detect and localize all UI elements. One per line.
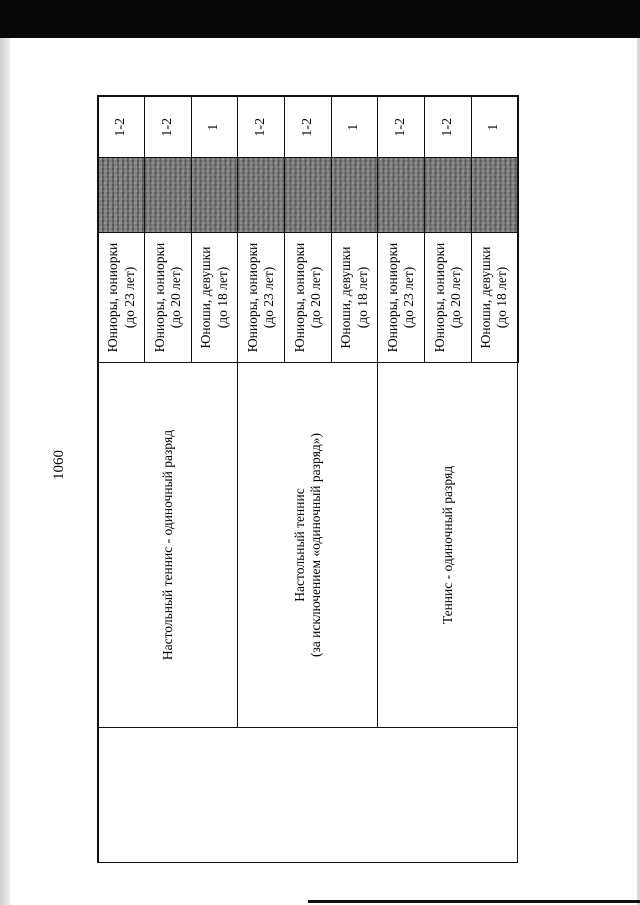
age-group-range: (до 23 лет) <box>121 266 137 329</box>
age-group-range: (до 18 лет) <box>494 266 510 329</box>
empty-left-column <box>98 728 518 863</box>
age-group-cell <box>145 233 192 363</box>
rank-cell: 1-2 <box>378 97 425 158</box>
age-group-label: Юниоры, юниорки <box>431 242 447 353</box>
shaded-cell <box>98 158 145 233</box>
age-group-cell <box>378 233 425 363</box>
discipline-cell <box>238 363 378 728</box>
age-group-label: Юноши, девушки <box>198 246 214 349</box>
age-group-label: Юноши, девушки <box>338 246 354 349</box>
age-group-range: (до 23 лет) <box>261 266 277 329</box>
sport-ranks-table <box>97 96 519 864</box>
age-group-label: Юниоры, юниорки <box>385 242 401 353</box>
discipline-note: (за исключением «одиночный разряд») <box>307 432 323 658</box>
age-group-range: (до 18 лет) <box>354 266 370 329</box>
shaded-cell <box>285 158 332 233</box>
discipline-cell <box>98 363 238 728</box>
discipline-name: Настольный теннис - одиночный разряд <box>160 429 176 661</box>
age-group-range: (до 20 лет) <box>167 266 183 329</box>
discipline-name: Теннис - одиночный разряд <box>439 465 455 625</box>
discipline-cell <box>378 363 518 728</box>
table-row <box>98 97 145 863</box>
age-group-range: (до 20 лет) <box>447 266 463 329</box>
shaded-cell <box>425 158 472 233</box>
age-group-label: Юниоры, юниорки <box>245 242 261 353</box>
rank-cell: 1 <box>471 97 518 158</box>
rank-cell: 1-2 <box>425 97 472 158</box>
age-group-range: (до 23 лет) <box>401 266 417 329</box>
age-group-label: Юниоры, юниорки <box>291 242 307 353</box>
rank-cell: 1-2 <box>285 97 332 158</box>
shaded-cell <box>331 158 378 233</box>
rank-cell: 1 <box>191 97 238 158</box>
shaded-cell <box>191 158 238 233</box>
age-group-range: (до 20 лет) <box>307 266 323 329</box>
age-group-cell <box>191 233 238 363</box>
rank-cell: 1-2 <box>238 97 285 158</box>
age-group-cell <box>285 233 332 363</box>
discipline-name: Настольный теннис <box>291 488 307 602</box>
shaded-cell <box>471 158 518 233</box>
age-group-cell <box>425 233 472 363</box>
rank-cell: 1-2 <box>98 97 145 158</box>
age-group-cell <box>98 233 145 363</box>
shaded-cell <box>238 158 285 233</box>
page-number: 1060 <box>51 450 67 480</box>
age-group-label: Юниоры, юниорки <box>151 242 167 353</box>
age-group-cell <box>471 233 518 363</box>
age-group-cell <box>238 233 285 363</box>
age-group-range: (до 18 лет) <box>214 266 230 329</box>
rank-cell: 1-2 <box>145 97 192 158</box>
age-group-label: Юноши, девушки <box>478 246 494 349</box>
shaded-cell <box>145 158 192 233</box>
shaded-cell <box>378 158 425 233</box>
age-group-cell <box>331 233 378 363</box>
age-group-label: Юниоры, юниорки <box>105 242 121 353</box>
rank-cell: 1 <box>331 97 378 158</box>
